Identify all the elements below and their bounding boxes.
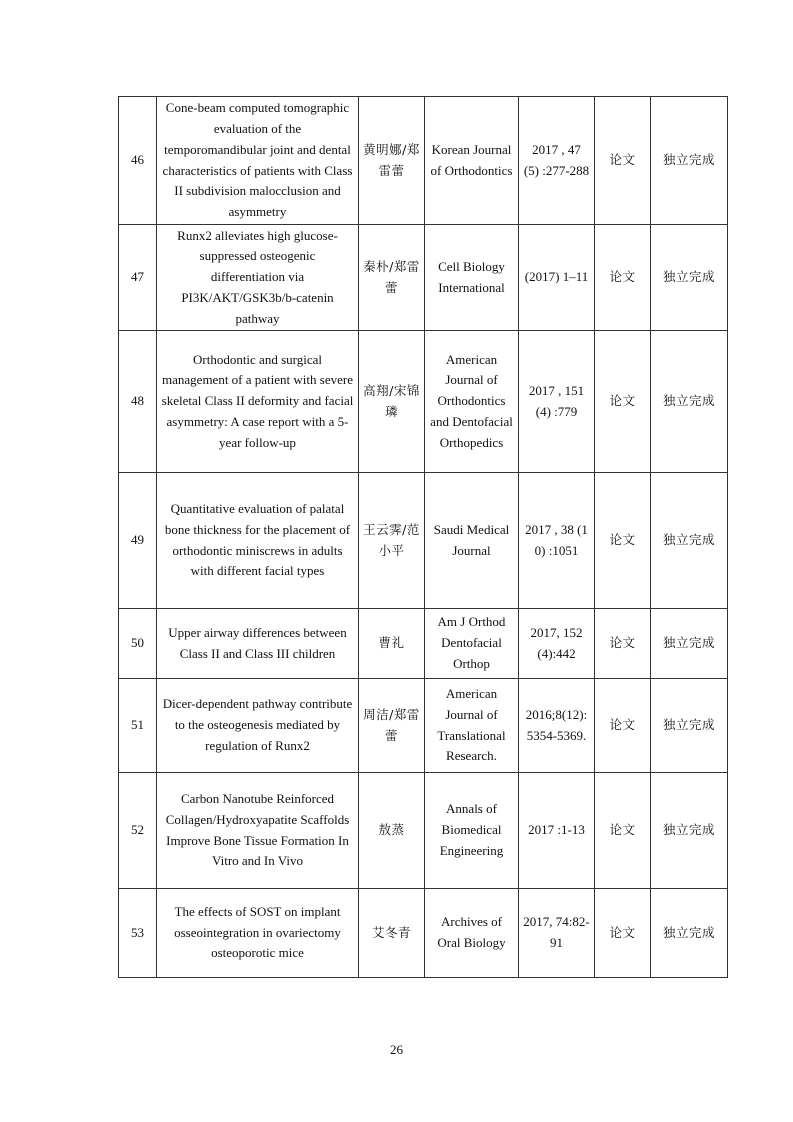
authors: 艾冬青 bbox=[359, 889, 425, 978]
table-row bbox=[119, 773, 728, 889]
work-type: 论文 bbox=[595, 225, 651, 331]
work-type: 论文 bbox=[595, 473, 651, 609]
journal: Cell Biology International bbox=[425, 225, 519, 331]
journal: Am J Orthod Dentofacial Orthop bbox=[425, 609, 519, 679]
volume-pages: 2017 :1-13 bbox=[519, 773, 595, 889]
work-type: 论文 bbox=[595, 97, 651, 225]
row-number: 49 bbox=[119, 473, 157, 609]
authors: 秦朴/郑雷蕾 bbox=[359, 225, 425, 331]
volume-pages: 2017 , 38 (10) :1051 bbox=[519, 473, 595, 609]
table-row bbox=[119, 97, 728, 225]
work-type: 论文 bbox=[595, 773, 651, 889]
row-number: 51 bbox=[119, 679, 157, 773]
authors: 王云霁/范小平 bbox=[359, 473, 425, 609]
table-row bbox=[119, 609, 728, 679]
volume-pages: 2017 , 47 (5) :277-288 bbox=[519, 97, 595, 225]
authors: 黄明娜/郑雷蕾 bbox=[359, 97, 425, 225]
paper-title: Dicer-dependent pathway contribute to the osteogenesis mediated by regulation of Runx2 bbox=[157, 679, 359, 773]
paper-title: Orthodontic and surgical management of a patient with severe skeletal Class II deformity and facial asymmetry: A case report with a 5-year follow-up bbox=[157, 331, 359, 473]
paper-title: The effects of SOST on implant osseointegration in ovariectomy osteoporotic mice bbox=[157, 889, 359, 978]
paper-title: Cone-beam computed tomographic evaluation of the temporomandibular joint and dental characteristics of patients with Class II subdivision malocclusion and asymmetry bbox=[157, 97, 359, 225]
paper-title: Quantitative evaluation of palatal bone thickness for the placement of orthodontic miniscrews in adults with different facial types bbox=[157, 473, 359, 609]
paper-title: Carbon Nanotube Reinforced Collagen/Hydroxyapatite Scaffolds Improve Bone Tissue Formation In Vitro and In Vivo bbox=[157, 773, 359, 889]
page-number: 26 bbox=[390, 1042, 403, 1057]
row-number: 47 bbox=[119, 225, 157, 331]
authors: 敖蒸 bbox=[359, 773, 425, 889]
journal: Korean Journal of Orthodontics bbox=[425, 97, 519, 225]
work-type: 论文 bbox=[595, 889, 651, 978]
row-number: 52 bbox=[119, 773, 157, 889]
journal: American Journal of Translational Research. bbox=[425, 679, 519, 773]
completion-status: 独立完成 bbox=[651, 609, 728, 679]
table-row bbox=[119, 331, 728, 473]
row-number: 46 bbox=[119, 97, 157, 225]
completion-status: 独立完成 bbox=[651, 97, 728, 225]
table-row bbox=[119, 473, 728, 609]
journal: Archives of Oral Biology bbox=[425, 889, 519, 978]
work-type: 论文 bbox=[595, 609, 651, 679]
journal: American Journal of Orthodontics and Dentofacial Orthopedics bbox=[425, 331, 519, 473]
authors: 周洁/郑雷蕾 bbox=[359, 679, 425, 773]
journal: Saudi Medical Journal bbox=[425, 473, 519, 609]
row-number: 50 bbox=[119, 609, 157, 679]
completion-status: 独立完成 bbox=[651, 473, 728, 609]
table-row bbox=[119, 679, 728, 773]
row-number: 53 bbox=[119, 889, 157, 978]
paper-title: Upper airway differences between Class II and Class III children bbox=[157, 609, 359, 679]
table-row bbox=[119, 889, 728, 978]
authors: 高翔/宋锦璘 bbox=[359, 331, 425, 473]
completion-status: 独立完成 bbox=[651, 225, 728, 331]
completion-status: 独立完成 bbox=[651, 679, 728, 773]
completion-status: 独立完成 bbox=[651, 773, 728, 889]
volume-pages: 2017, 74:82-91 bbox=[519, 889, 595, 978]
work-type: 论文 bbox=[595, 679, 651, 773]
completion-status: 独立完成 bbox=[651, 331, 728, 473]
completion-status: 独立完成 bbox=[651, 889, 728, 978]
table-row bbox=[119, 225, 728, 331]
volume-pages: 2017 , 151 (4) :779 bbox=[519, 331, 595, 473]
row-number: 48 bbox=[119, 331, 157, 473]
authors: 曹礼 bbox=[359, 609, 425, 679]
volume-pages: (2017) 1–11 bbox=[519, 225, 595, 331]
work-type: 论文 bbox=[595, 331, 651, 473]
journal: Annals of Biomedical Engineering bbox=[425, 773, 519, 889]
paper-title: Runx2 alleviates high glucose-suppressed osteogenic differentiation via PI3K/AKT/GSK3b/b-catenin pathway bbox=[157, 225, 359, 331]
publications-table bbox=[118, 96, 728, 978]
volume-pages: 2017, 152(4):442 bbox=[519, 609, 595, 679]
volume-pages: 2016;8(12):5354-5369. bbox=[519, 679, 595, 773]
